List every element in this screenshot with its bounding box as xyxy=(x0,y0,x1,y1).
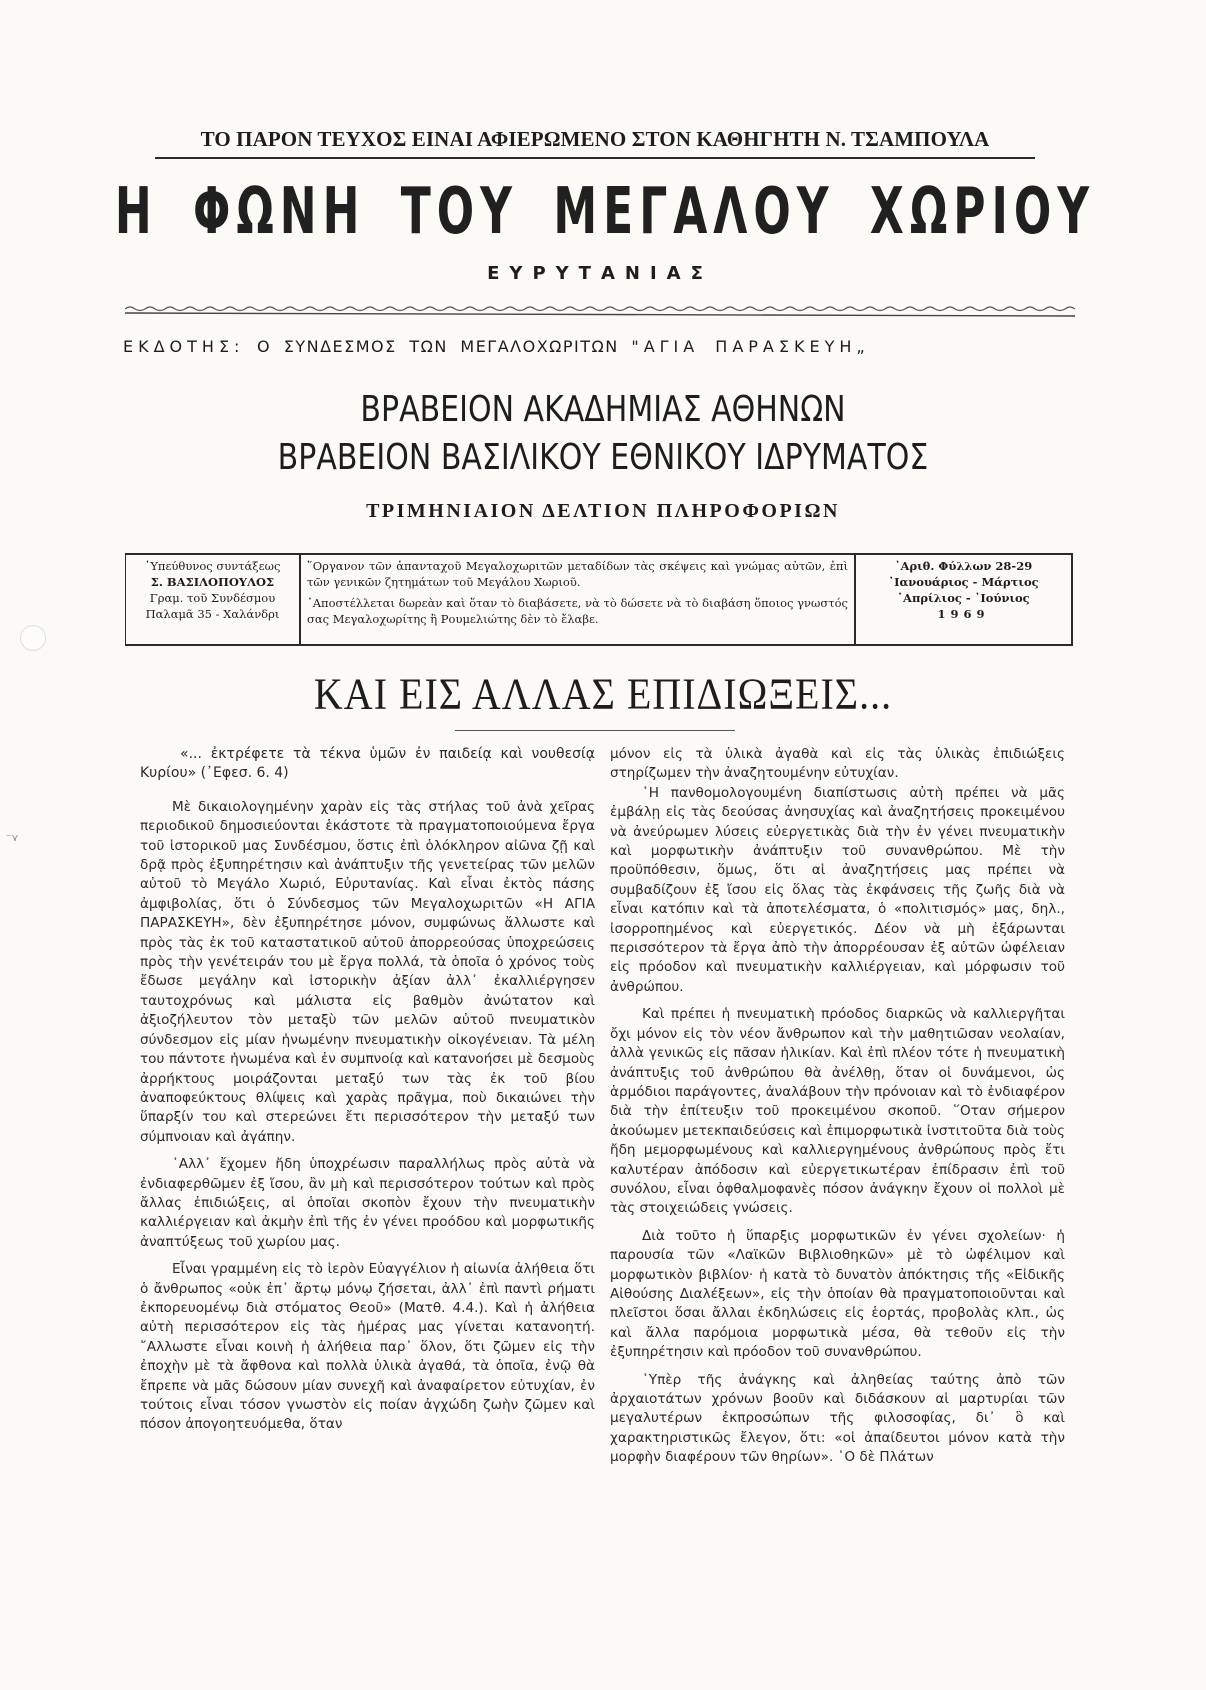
article-paragraph: Καὶ πρέπει ἡ πνευματικὴ πρόοδος διαρκῶς νὰ καλλιεργῆται ὄχι μόνον εἰς τὸν νέον ἄνθρωπον καὶ τὴν μαθητιῶσαν νεολαίαν, ἀλλὰ γενικῶς εἰς πᾶσαν ἡλικίαν. Καὶ ἐπὶ πλέον τότε ἡ πνευματικὴ ἀνάπτυξις τοῦ ἀνθρώπου θὰ ἀνέλθῃ, ὅταν οἱ δυνάμενοι, ὡς ἁρμόδιοι παράγοντες, ἀναλάβουν τὴν πρόνοιαν καὶ τὸ ἐνδιαφέρον διὰ τὴν ἐπίτευξιν τοῦ προκειμένου σκοποῦ. ῞Οταν σήμερον ἀκούωμεν μετεκπαιδεύσεις καὶ ἐπιμορφωτικὰ ἰνστιτοῦτα διὰ τοὺς ἤδη μεμορφωμένους καὶ καλλιεργημένους ἀνθρώπους πρὸς ἔτι καλυτέραν ἀπόδοσιν καὶ εὐεργετικωτέραν ἐπίδρασιν ἐπὶ τοῦ συνόλου, εἶναι ὀφθαλμοφανὲς πόσον ἀνάγκην ἔχουν οἱ πολλοὶ μὲ τὰς στοιχειώδεις γνώσεις. xyxy=(610,1006,1065,1217)
punch-hole xyxy=(20,625,46,651)
article-paragraph: Μὲ δικαιολογημένην χαρὰν εἰς τὰς στήλας τοῦ ἀνὰ χεῖρας περιοδικοῦ δημοσιεύονται ἑκάστοτε τὰ πραγματοποιούμενα ἔργα τοῦ ἱστορικοῦ μας Συνδέσμου, ὅστις ἐπὶ ὁλόκληρον αἰῶνα ζῇ καὶ δρᾷ πρὸς ἐξυπηρέτησιν καὶ ἀνάπτυξιν τῆς γενετείρας τῶν μελῶν αὐτοῦ τὸ Μεγάλο Χωριό, Εὐρυτανίας. Καὶ εἶναι ἐκτὸς πάσης ἀμφιβολίας, ὅτι ὁ Σύνδεσμος τῶν Μεγαλοχωριτῶν «Η ΑΓΙΑ ΠΑΡΑΣΚΕΥΗ», δὲν ἐξυπηρέτησε μόνον, συμφώνως ἄλλωστε καὶ πρὸς τὰς ἐκ τοῦ καταστατικοῦ αὐτοῦ ἀπορρεούσας ὑποχρεώσεις πρὸς τὴν γενέτειράν του μὲ ἔργα πολλά, τὰ ὁποῖα ὁ χρόνος τοὺς ἔδωσε μεγάλην καὶ ἱστορικὴν ἀξίαν ἀλλ᾽ ἐκαλλιέργησεν ταυτοχρόνως καὶ μάλιστα εἰς βαθμὸν ἀνώτατον καὶ ἀξιοζήλευτον τὸν μεταξὺ τῶν μελῶν αὐτοῦ πνευματικὸν σύνδεσμον εἰς μίαν ἡνωμένην πνευματικὴν οἰκογένειαν. Τὰ μέλη του πάντοτε ἡνωμένα καὶ ἐν συμπνοίᾳ καὶ κατανοήσει μὲ δεσμοὺς ἀρρήκτους μοιράζονται μεταξύ των τὰς ἐκ τοῦ βίου ἀναποφεύκτους θλίψεις καὶ χαρὰς πρᾶγμα, ποὺ δικαιώνει τὴν ὕπαρξίν του καὶ στερεώνει ἔτι περισσότερον τὴν μεταξύ των σύμπνοιαν καὶ ἀγάπην. xyxy=(140,798,595,1145)
article-paragraph: Διὰ τοῦτο ἡ ὕπαρξις μορφωτικῶν ἐν γένει σχολείων· ἡ παρουσία τῶν «Λαϊκῶν Βιβλιοθηκῶν» μὲ τὸ ὠφέλιμον καὶ μορφωτικὸν βιβλίον· ἡ κατὰ τὸ δυνατὸν ἀπόκτησις τῆς «Εἰδικῆς Αἰθούσης Διαλέξεων», εἰς τὴν ὁποίαν θὰ πραγματοποιοῦνται καὶ πλεῖστοι ὅσαι ἄλλαι ἐκδηλώσεις εἰς ἑορτάς, προβολὰς κλπ., ὡς καὶ ἄλλα παρόμοια μορφωτικὰ μέσα, θὰ τεθοῦν εἰς τὴν ἐξυπηρέτησιν καὶ πρόοδον τοῦ συνανθρώπου. xyxy=(610,1227,1065,1361)
newspaper-region: ΕΥΡΥΤΑΝΙΑΣ xyxy=(487,263,713,284)
dedication-underline xyxy=(155,157,1035,159)
article-paragraph: Εἶναι γραμμένη εἰς τὸ ἱερὸν Εὐαγγέλιον ἡ αἰωνία ἀλήθεια ὅτι ὁ ἄνθρωπος «οὐκ ἐπ᾽ ἄρτῳ μόνῳ ζήσεται, ἀλλ᾽ ἐπὶ παντὶ ρήματι ἐκπορευομένῳ διὰ στόματος Θεοῦ» (Ματθ. 4.4.). Καὶ ἡ ἀλήθεια αὐτὴ περισσότερον εἰς τὰς ἡμέρας μας γίνεται κατανοητή. ῎Αλλωστε εἶναι κοινὴ ἡ ἀλήθεια παρ᾽ ὅλον, ὅτι ζῶμεν εἰς τὴν ἐποχὴν μὲ τὰ ἄφθονα καὶ πολλὰ ὑλικὰ ἀγαθά, τὰ ὁποῖα, ἐνῷ θὰ ἔπρεπε νὰ μᾶς δώσουν μίαν συνεχῆ καὶ ἀναφαίρετον εὐτυχίαν, ἐν τούτοις εἶναι τόσον γνωστὸν εἰς ποίαν ἀγχώδη ζωὴν ζῶμεν καὶ πόσον ἀπογοητευόμεθα, ὅταν xyxy=(140,1261,595,1433)
issue-year: 1969 xyxy=(937,607,990,621)
article-paragraph: μόνον εἰς τὰ ὑλικὰ ἀγαθὰ καὶ εἰς τὰς ὑλικὰς ἐπιδιώξεις στηρίζωμεν τὴν ἀναζητουμένην εὐτυχίαν. xyxy=(610,746,1065,782)
editor-role: ῾Υπεύθυνος συντάξεως xyxy=(144,559,281,573)
article-headline: ΚΑΙ ΕΙΣ ΑΛΛΑΣ ΕΠΙΔΙΩΞΕΙΣ... xyxy=(313,668,893,719)
editor-address: Παλαμᾶ 35 - Χαλάνδρι xyxy=(145,607,280,621)
article-column-left xyxy=(140,745,595,1435)
editor-name: Σ. ΒΑΣΙΛΟΠΟΥΛΟΣ xyxy=(150,575,275,589)
editor-title: Γραμ. τοῦ Συνδέσμου xyxy=(149,591,276,605)
issue-cell xyxy=(856,555,1071,644)
bulletin-subtitle: ΤΡΙΜΗΝΙΑΙΟΝ ΔΕΛΤΙΟΝ ΠΛΗΡΟΦΟΡΙΩΝ xyxy=(366,500,840,522)
distribution-note: ᾽Αποστέλλεται δωρεὰν καὶ ὅταν τὸ διαβάσετε, νὰ τὸ δώσετε νὰ τὸ διαβάση ὅποιος γνωστός σας Μεγαλοχωρίτης ἢ Ρουμελιώτης δὲν τὸ ἔλαβε. xyxy=(307,596,848,626)
article-paragraph: ῾Η πανθομολογουμένη διαπίστωσις αὐτὴ πρέπει νὰ μᾶς ἐμβάλῃ εἰς τὰς δεούσας ἀνησυχίας καὶ ἀναζητήσεις προκειμένου νὰ ἀνεύρωμεν λύσεις εὐεργετικὰς διὰ τὴν ἐν γένει πνευματικὴν καὶ μορφωτικὴν ἀνάπτυξιν τοῦ συνανθρώπου. Μὲ τὴν προϋπόθεσιν, ὅμως, ὅτι αἱ ἀναζητήσεις μας πρέπει νὰ συμβαδίζουν ἐξ ἴσου εἰς ὅλας τὰς ἐκφάνσεις τῆς ζωῆς διὰ νὰ εἶναι κατόπιν καὶ τὰ ἀποτελέσματα, ὁ «πολιτισμός» μας, δηλ., ἰσορροπημένος καὶ εὐεργετικός. Δέον νὰ μὴ ἐξάρωνται περισσότερον τὰ ἔργα ἀπὸ τὴν ἀπορρέουσαν ἐξ αὐτῶν ὠφέλειαν εἰς πρόοδον καὶ πνευματικὴν καλλιέργειαν, καὶ μόρφωσιν τοῦ ἀνθρώπου. xyxy=(610,784,1065,995)
article-paragraph: ῾Υπὲρ τῆς ἀνάγκης καὶ ἀληθείας ταύτης ἀπὸ τῶν ἀρχαιοτάτων χρόνων βοοῦν καὶ διδάσκουν αἱ μαρτυρίαι τῶν μεγαλυτέρων ἐκπροσώπων τῆς φιλοσοφίας, δι᾽ ὃ καὶ χαρακτηριστικῶς ἔλεγον, ὅτι: «οἱ ἀπαίδευτοι μόνον κατὰ τὴν μορφὴν διαφέρουν τῶν θηρίων». ῾Ο δὲ Πλάτων xyxy=(610,1371,1065,1466)
issue-period-2: ᾽Απρίλιος - ᾽Ιούνιος xyxy=(897,591,1030,605)
issue-number: ᾽Αριθ. Φύλλων 28-29 xyxy=(894,559,1033,573)
publisher-association: "ΑΓΙΑ ΠΑΡΑΣΚΕΥΗ„ xyxy=(631,337,870,356)
article-paragraph: ᾽Αλλ᾽ ἔχομεν ἤδη ὑποχρέωσιν παραλλήλως πρὸς αὐτὰ νὰ ἐνδιαφερθῶμεν ἐξ ἴσου, ἂν μὴ καὶ περισσότερον τούτων καὶ πρὸς ἄλλας ἐπιδιώξεις, αἱ ὁποῖαι σκοπὸν ἔχουν τὴν πνευματικὴν καλλιέργειαν καὶ ἀκμὴν ἐπὶ τῆς ἐν γένει προόδου καὶ μορφωτικῆς ἀναπτύξεως τοῦ χωρίου μας. xyxy=(140,1156,595,1250)
award-academy: ΒΡΑΒΕΙΟΝ ΑΚΑΔΗΜΙΑΣ ΑΘΗΝΩΝ xyxy=(360,388,846,431)
headline-rule xyxy=(455,730,735,731)
issue-period-1: ᾽Ιανουάριος - Μάρτιος xyxy=(888,575,1039,589)
scan-speck: ⁻⋎ xyxy=(6,833,19,844)
mission-cell xyxy=(301,555,856,644)
newspaper-title: Η ΦΩΝΗ ΤΟΥ ΜΕΓΑΛΟΥ ΧΩΡΙΟΥ xyxy=(114,174,1096,249)
dedication-line: ΤΟ ΠΑΡΟΝ ΤΕΥΧΟΣ ΕΙΝΑΙ ΑΦΙΕΡΩΜΕΝΟ ΣΤΟΝ ΚΑΘΗΓΗΤΗ Ν. ΤΣΑΜΠΟΥΛΑ xyxy=(200,127,990,151)
wavy-divider xyxy=(125,303,1075,317)
article-epigraph: «... ἐκτρέφετε τὰ τέκνα ὑμῶν ἐν παιδείᾳ καὶ νουθεσίᾳ Κυρίου» (᾽Εφεσ. 6. 4) xyxy=(140,746,595,782)
publisher-name: Ο ΣΥΝΔΕΣΜΟΣ ΤΩΝ ΜΕΓΑΛΟΧΩΡΙΤΩΝ xyxy=(257,337,619,356)
info-box xyxy=(125,553,1073,646)
article-column-right xyxy=(610,745,1065,1468)
award-foundation: ΒΡΑΒΕΙΟΝ ΒΑΣΙΛΙΚΟΥ ΕΘΝΙΚΟΥ ΙΔΡΥΜΑΤΟΣ xyxy=(277,436,929,479)
editor-cell xyxy=(126,555,301,644)
publisher-line xyxy=(123,337,1083,356)
publisher-label: ΕΚΔΟΤΗΣ: xyxy=(123,337,245,356)
mission-statement: ῞Οργανον τῶν ἁπανταχοῦ Μεγαλοχωριτῶν μεταδίδων τὰς σκέψεις καὶ γνώμας αὐτῶν, ἐπὶ τῶν γενικῶν ζητημάτων τοῦ Μεγάλου Χωριοῦ. xyxy=(307,559,848,589)
